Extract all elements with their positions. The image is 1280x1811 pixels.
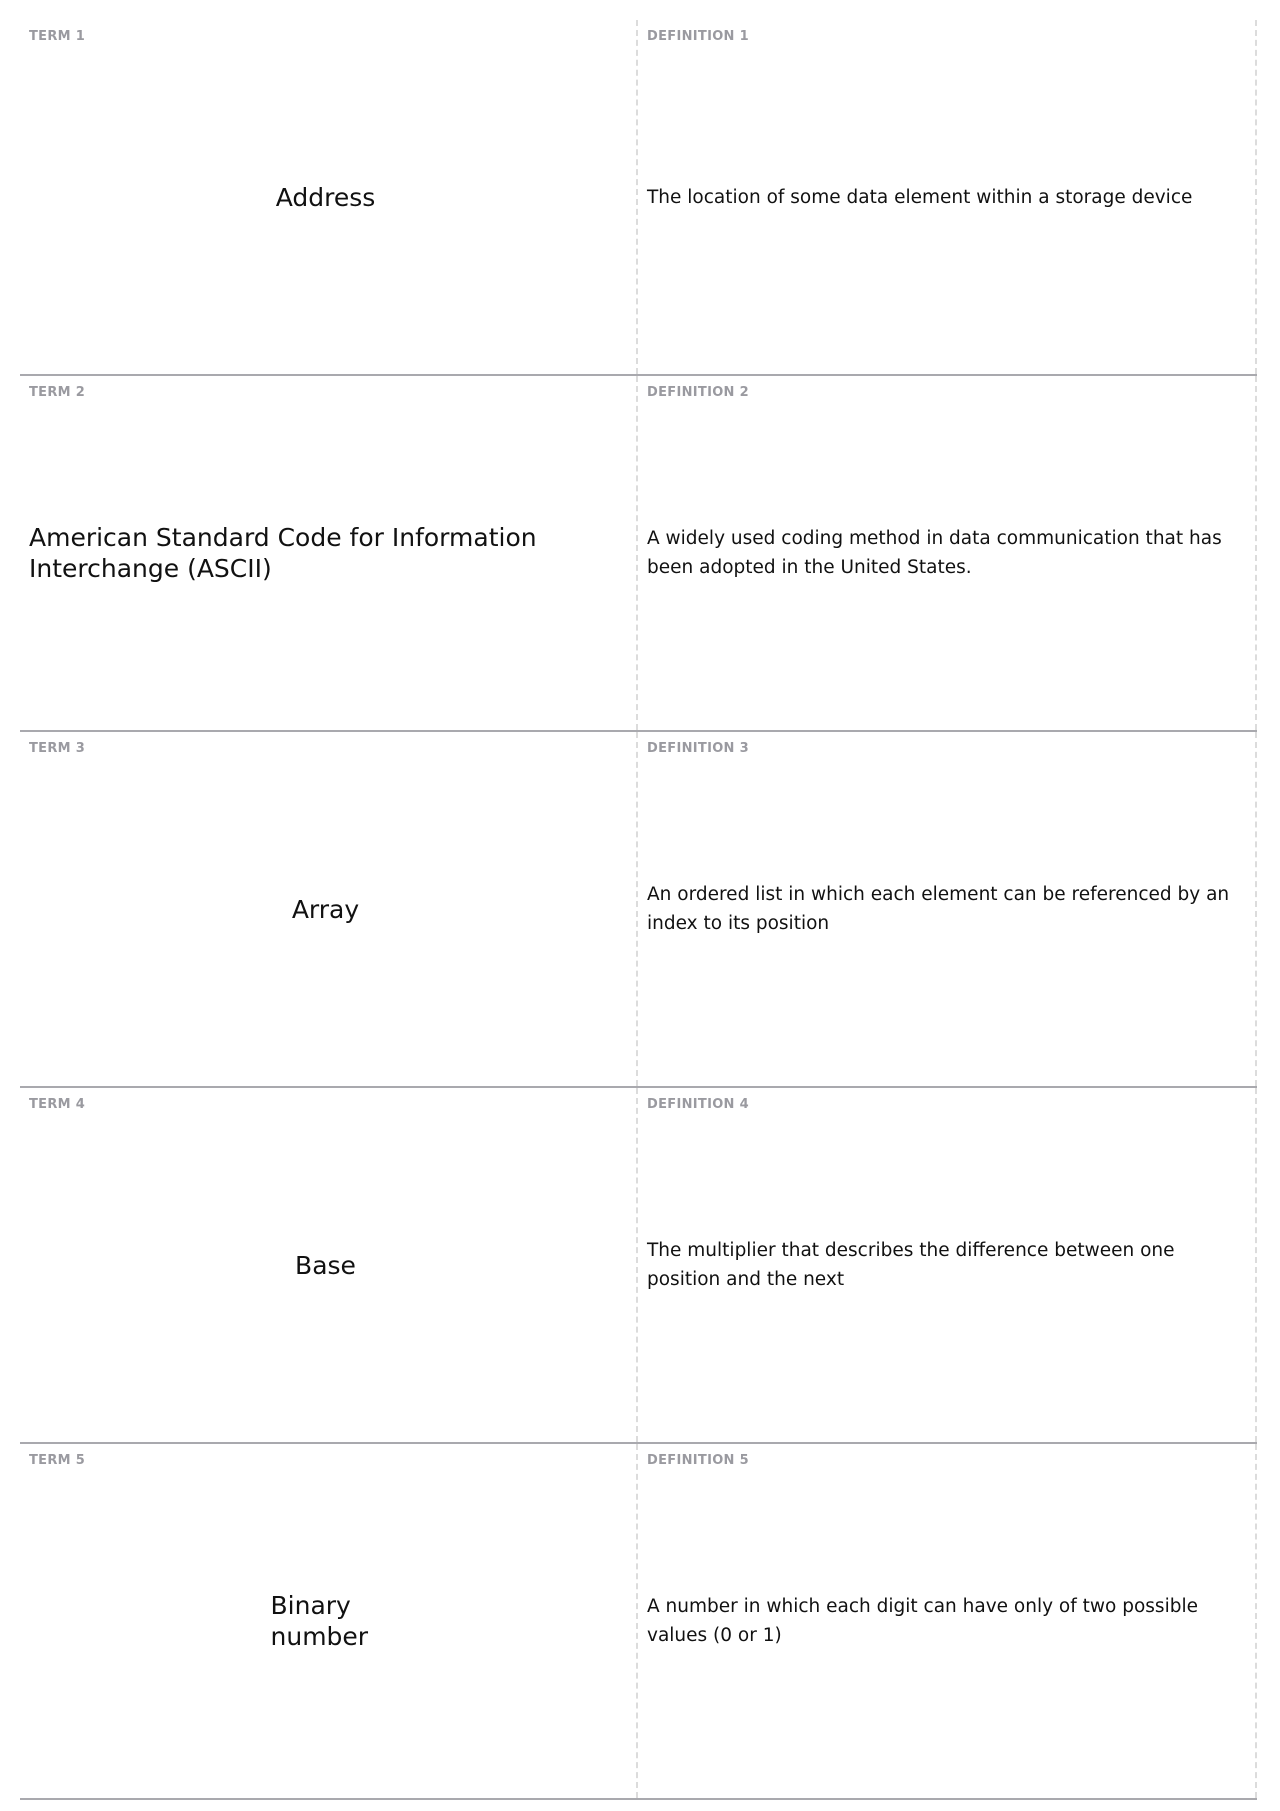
definition-text: A widely used coding method in data communication that has been adopted in the United States. — [647, 528, 1222, 578]
card-row — [20, 1444, 1257, 1800]
card-row — [20, 732, 1257, 1088]
term-label: TERM 3 — [29, 741, 86, 756]
card-row — [20, 20, 1257, 376]
definition-label: DEFINITION 3 — [647, 741, 749, 756]
term-label: TERM 1 — [29, 29, 86, 44]
term-cell — [20, 376, 638, 730]
definition-label: DEFINITION 4 — [647, 1097, 749, 1112]
definition-text: A number in which each digit can have only of two possible values (0 or 1) — [647, 1596, 1198, 1646]
definition-label: DEFINITION 2 — [647, 385, 749, 400]
term-label: TERM 2 — [29, 385, 86, 400]
card-row — [20, 1088, 1257, 1444]
term-cell — [20, 1088, 638, 1442]
card-row — [20, 376, 1257, 732]
definition-cell — [638, 20, 1257, 374]
definition-label: DEFINITION 5 — [647, 1453, 749, 1468]
definition-cell — [638, 376, 1257, 730]
term-cell — [20, 732, 638, 1086]
term-label: TERM 4 — [29, 1097, 86, 1112]
term-label: TERM 5 — [29, 1453, 86, 1468]
flashcard-sheet — [20, 20, 1257, 1800]
term-text: Base — [295, 1250, 356, 1280]
term-cell — [20, 1444, 638, 1798]
definition-label: DEFINITION 1 — [647, 29, 749, 44]
term-text: Address — [275, 182, 376, 212]
term-text: Array — [291, 894, 360, 924]
term-text: American Standard Code for Information Interchange (ASCII) — [29, 523, 537, 583]
definition-text: The location of some data element within a storage device — [647, 186, 1193, 208]
definition-text: The multiplier that describes the difference between one position and the next — [647, 1240, 1175, 1290]
term-cell — [20, 20, 638, 374]
definition-text: An ordered list in which each element can be referenced by an index to its position — [647, 884, 1230, 934]
definition-cell — [638, 1444, 1257, 1798]
definition-cell — [638, 1088, 1257, 1442]
definition-cell — [638, 732, 1257, 1086]
term-text: Binary number — [270, 1591, 369, 1651]
